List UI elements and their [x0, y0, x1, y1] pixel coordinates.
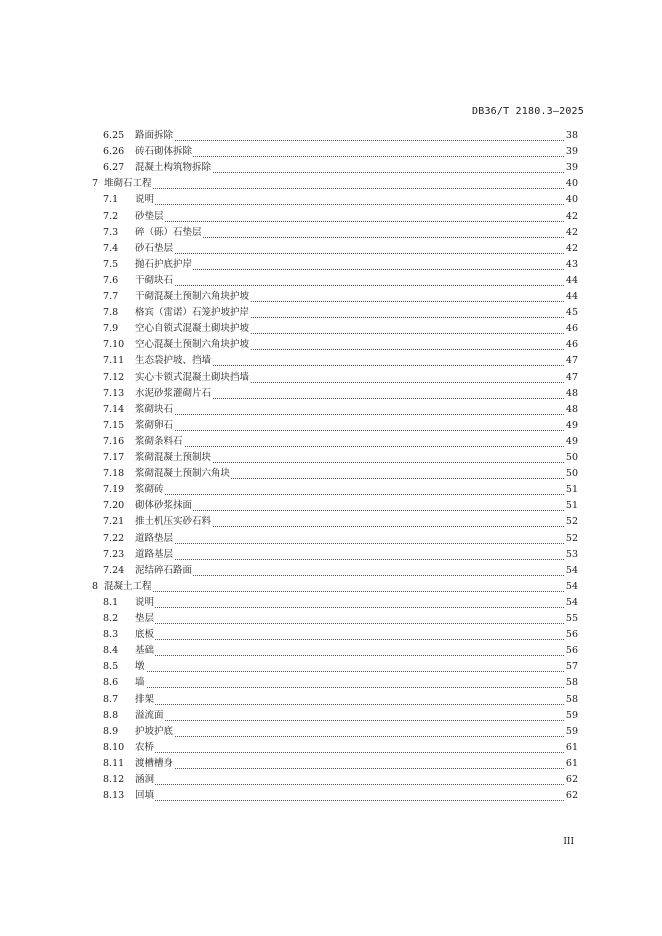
- toc-entry-title: 渡槽槽身: [135, 756, 174, 772]
- toc-dot-leader: [135, 402, 564, 415]
- toc-section-entry[interactable]: [0, 514, 662, 530]
- toc-entry-number: 7.21: [103, 516, 125, 528]
- toc-entry-number: 7.2: [103, 210, 119, 222]
- toc-entry-number: 6.26: [103, 146, 125, 158]
- toc-entry-title: 空心自锁式混凝土砌块护坡: [135, 321, 250, 337]
- toc-entry-title: 排架: [135, 692, 155, 708]
- toc-entry-title: 浆砌块石: [135, 402, 174, 418]
- toc-entry-title: 路面拆除: [135, 128, 174, 144]
- toc-entry-number: 7.10: [103, 339, 125, 351]
- toc-entry-title: 干砌混凝土预制六角块护坡: [135, 289, 250, 305]
- toc-entry-number: 8.1: [103, 596, 119, 608]
- toc-entry-page: 59: [564, 708, 578, 724]
- toc-entry-number: 7.16: [103, 435, 125, 447]
- toc-entry-title: 涵洞: [135, 772, 155, 788]
- toc-dot-leader: [135, 434, 564, 447]
- toc-entry-title: 浆砌混凝土预制六角块: [135, 466, 231, 482]
- toc-section-entry[interactable]: [0, 305, 662, 321]
- toc-dot-leader: [135, 531, 564, 544]
- toc-section-entry[interactable]: [0, 675, 662, 691]
- toc-section-entry[interactable]: [0, 740, 662, 756]
- toc-section-entry[interactable]: [0, 321, 662, 337]
- toc-section-entry[interactable]: [0, 659, 662, 675]
- toc-entry-number: 7.6: [103, 274, 119, 286]
- toc-entry-title: 推土机压实砂石料: [135, 514, 212, 530]
- toc-entry-number: 7.5: [103, 258, 119, 270]
- toc-entry-page: 40: [564, 192, 578, 208]
- toc-entry-title: 农桥: [135, 740, 155, 756]
- toc-entry-number: 8.11: [103, 757, 125, 769]
- toc-entry-number: 7.15: [103, 419, 125, 431]
- toc-entry-number: 7.19: [103, 484, 125, 496]
- toc-entry-title: 浆砌砖: [135, 482, 165, 498]
- toc-entry-number: 7.7: [103, 291, 119, 302]
- toc-entry-title: 生态袋护坡、挡墙: [135, 353, 212, 369]
- toc-section-entry[interactable]: [0, 531, 662, 547]
- toc-entry-page: 47: [564, 353, 578, 369]
- toc-entry-page: 58: [564, 692, 578, 708]
- toc-entry-page: 42: [564, 209, 578, 225]
- toc-entry-number: 8.8: [103, 709, 119, 721]
- toc-entry-page: 54: [564, 595, 578, 611]
- toc-entry-number: 7.11: [103, 355, 125, 367]
- toc-entry-title: 基础: [135, 643, 155, 659]
- document-id-header: DB36/T 2180.3—2025: [472, 106, 584, 117]
- toc-dot-leader: [135, 724, 564, 737]
- toc-entry-page: 54: [564, 579, 578, 595]
- toc-section-entry[interactable]: [0, 708, 662, 724]
- toc-entry-title: 碎（砾）石垫层: [135, 225, 203, 241]
- toc-dot-leader: [135, 643, 564, 656]
- toc-entry-page: 51: [564, 482, 578, 498]
- toc-dot-leader: [135, 547, 564, 560]
- toc-entry-page: 46: [564, 321, 578, 337]
- toc-dot-leader: [104, 176, 564, 189]
- toc-entry-page: 45: [564, 305, 578, 321]
- toc-entry-number: 6.25: [103, 130, 125, 141]
- toc-dot-leader: [104, 579, 564, 592]
- toc-entry-page: 47: [564, 370, 578, 386]
- toc-dot-leader: [135, 498, 564, 511]
- toc-entry-page: 58: [564, 675, 578, 691]
- toc-entry-number: 7.3: [103, 226, 119, 238]
- toc-dot-leader: [135, 611, 564, 624]
- toc-section-entry[interactable]: [0, 353, 662, 369]
- toc-entry-page: 46: [564, 337, 578, 353]
- toc-entry-number: 8.6: [103, 677, 119, 689]
- toc-dot-leader: [135, 192, 564, 205]
- toc-section-entry[interactable]: [0, 370, 662, 386]
- toc-entry-number: 8.4: [103, 645, 119, 657]
- toc-entry-title: 实心卡锁式混凝土砌块挡墙: [135, 370, 250, 386]
- toc-section-entry[interactable]: [0, 257, 662, 273]
- toc-entry-number: 7.13: [103, 387, 125, 399]
- toc-entry-title: 回填: [135, 788, 155, 804]
- toc-entry-number: 7: [92, 178, 99, 190]
- toc-section-entry[interactable]: [0, 692, 662, 708]
- toc-entry-number: 7.12: [103, 371, 125, 383]
- toc-dot-leader: [135, 627, 564, 640]
- toc-entry-title: 抛石护底护岸: [135, 257, 193, 273]
- toc-entry-number: 8: [92, 580, 99, 592]
- toc-entry-page: 49: [564, 434, 578, 450]
- toc-entry-number: 8.2: [103, 613, 119, 624]
- toc-entry-page: 39: [564, 144, 578, 160]
- toc-entry-title: 墩: [135, 659, 146, 675]
- toc-section-entry[interactable]: [0, 772, 662, 788]
- toc-dot-leader: [135, 209, 564, 222]
- toc-entry-page: 44: [564, 273, 578, 289]
- toc-dot-leader: [135, 692, 564, 705]
- toc-entry-title: 砌体砂浆抹面: [135, 498, 193, 514]
- toc-chapter-entry[interactable]: [0, 176, 662, 192]
- toc-entry-page: 62: [564, 788, 578, 804]
- toc-entry-number: 7.18: [103, 468, 125, 480]
- toc-entry-title: 堆砌石工程: [104, 176, 153, 192]
- toc-entry-title: 溢流面: [135, 708, 165, 724]
- toc-dot-leader: [135, 563, 564, 576]
- toc-section-entry[interactable]: [0, 209, 662, 225]
- toc-entry-title: 说明: [135, 192, 155, 208]
- toc-entry-number: 8.5: [103, 661, 119, 673]
- toc-entry-title: 格宾（雷诺）石笼护坡护岸: [135, 305, 250, 321]
- toc-entry-page: 62: [564, 772, 578, 788]
- toc-dot-leader: [135, 482, 564, 495]
- toc-chapter-entry[interactable]: [0, 579, 662, 595]
- toc-entry-title: 砖石砌体拆除: [135, 144, 193, 160]
- toc-entry-title: 砂垫层: [135, 209, 165, 225]
- toc-entry-title: 浆砌条料石: [135, 434, 184, 450]
- toc-entry-page: 54: [564, 563, 578, 579]
- toc-entry-title: 泥结碎石路面: [135, 563, 193, 579]
- toc-dot-leader: [135, 772, 564, 785]
- page-number: III: [563, 837, 574, 847]
- toc-dot-leader: [135, 144, 564, 157]
- toc-entry-title: 道路垫层: [135, 531, 174, 547]
- toc-section-entry[interactable]: [0, 756, 662, 772]
- toc-section-entry[interactable]: [0, 144, 662, 160]
- toc-entry-number: 7.20: [103, 500, 125, 512]
- toc-entry-page: 49: [564, 418, 578, 434]
- toc-entry-page: 42: [564, 225, 578, 241]
- toc-section-entry[interactable]: [0, 160, 662, 176]
- toc-entry-page: 56: [564, 643, 578, 659]
- toc-section-entry[interactable]: [0, 482, 662, 498]
- toc-section-entry[interactable]: [0, 498, 662, 514]
- toc-entry-title: 垫层: [135, 611, 155, 627]
- toc-section-entry[interactable]: [0, 450, 662, 466]
- toc-section-entry[interactable]: [0, 547, 662, 563]
- toc-dot-leader: [135, 675, 564, 688]
- toc-section-entry[interactable]: [0, 466, 662, 482]
- toc-section-entry[interactable]: [0, 386, 662, 402]
- toc-section-entry[interactable]: [0, 643, 662, 659]
- toc-section-entry[interactable]: [0, 273, 662, 289]
- toc-section-entry[interactable]: [0, 225, 662, 241]
- toc-dot-leader: [135, 241, 564, 254]
- toc-section-entry[interactable]: [0, 563, 662, 579]
- toc-section-entry[interactable]: [0, 128, 662, 144]
- toc-entry-title: 混凝土工程: [104, 579, 153, 595]
- toc-section-entry[interactable]: [0, 192, 662, 208]
- toc-entry-title: 砂石垫层: [135, 241, 174, 257]
- toc-entry-page: 53: [564, 547, 578, 563]
- toc-entry-page: 55: [564, 611, 578, 627]
- toc-dot-leader: [135, 740, 564, 753]
- toc-dot-leader: [135, 273, 564, 286]
- toc-entry-page: 51: [564, 498, 578, 514]
- toc-entry-title: 空心混凝土预制六角块护坡: [135, 337, 250, 353]
- toc-dot-leader: [135, 659, 564, 672]
- toc-entry-title: 护坡护底: [135, 724, 174, 740]
- toc-entry-number: 7.8: [103, 307, 119, 319]
- toc-section-entry[interactable]: [0, 627, 662, 643]
- toc-entry-page: 38: [564, 128, 578, 144]
- toc-entry-title: 混凝土构筑物拆除: [135, 160, 212, 176]
- toc-entry-page: 48: [564, 402, 578, 418]
- toc-entry-title: 墙: [135, 675, 146, 691]
- toc-section-entry[interactable]: [0, 337, 662, 353]
- toc-entry-page: 59: [564, 724, 578, 740]
- toc-entry-page: 40: [564, 176, 578, 192]
- toc-entry-number: 7.9: [103, 323, 119, 335]
- toc-entry-number: 8.10: [103, 741, 125, 753]
- toc-dot-leader: [135, 418, 564, 431]
- toc-section-entry[interactable]: [0, 402, 662, 418]
- toc-section-entry[interactable]: [0, 241, 662, 257]
- toc-section-entry[interactable]: [0, 434, 662, 450]
- toc-section-entry[interactable]: [0, 611, 662, 627]
- toc-entry-page: 39: [564, 160, 578, 176]
- toc-entry-number: 8.3: [103, 629, 119, 641]
- toc-entry-page: 52: [564, 531, 578, 547]
- toc-entry-title: 道路基层: [135, 547, 174, 563]
- toc-entry-title: 说明: [135, 595, 155, 611]
- toc-entry-page: 43: [564, 257, 578, 273]
- toc-entry-page: 50: [564, 466, 578, 482]
- toc-section-entry[interactable]: [0, 289, 662, 305]
- toc-entry-number: 7.22: [103, 532, 125, 544]
- toc-section-entry[interactable]: [0, 724, 662, 740]
- toc-entry-page: 56: [564, 627, 578, 643]
- toc-entry-title: 浆砌混凝土预制块: [135, 450, 212, 466]
- toc-section-entry[interactable]: [0, 788, 662, 804]
- toc-entry-page: 42: [564, 241, 578, 257]
- toc-section-entry[interactable]: [0, 595, 662, 611]
- toc-entry-page: 50: [564, 450, 578, 466]
- toc-entry-number: 7.4: [103, 242, 119, 254]
- toc-entry-page: 61: [564, 740, 578, 756]
- toc-entry-number: 8.7: [103, 693, 119, 705]
- toc-dot-leader: [135, 756, 564, 769]
- toc-entry-number: 6.27: [103, 162, 125, 174]
- toc-entry-number: 7.23: [103, 548, 125, 560]
- toc-dot-leader: [135, 128, 564, 141]
- toc-entry-number: 8.9: [103, 725, 119, 737]
- toc-entry-page: 57: [564, 659, 578, 675]
- toc-entry-number: 7.24: [103, 564, 125, 576]
- toc-entry-title: 底板: [135, 627, 155, 643]
- toc-entry-number: 7.17: [103, 452, 125, 463]
- toc-entry-page: 52: [564, 514, 578, 530]
- toc-entry-number: 7.1: [103, 194, 119, 206]
- toc-dot-leader: [135, 257, 564, 270]
- toc-entry-title: 干砌块石: [135, 273, 174, 289]
- toc-entry-number: 8.13: [103, 790, 125, 802]
- toc-entry-title: 水泥砂浆灌砌片石: [135, 386, 212, 402]
- toc-entry-number: 7.14: [103, 403, 125, 415]
- toc-section-entry[interactable]: [0, 418, 662, 434]
- toc-dot-leader: [135, 708, 564, 721]
- toc-entry-title: 浆砌卵石: [135, 418, 174, 434]
- toc-entry-page: 44: [564, 289, 578, 305]
- toc-dot-leader: [135, 595, 564, 608]
- toc-dot-leader: [135, 788, 564, 801]
- toc-entry-page: 61: [564, 756, 578, 772]
- toc-entry-number: 8.12: [103, 774, 125, 785]
- toc-entry-page: 48: [564, 386, 578, 402]
